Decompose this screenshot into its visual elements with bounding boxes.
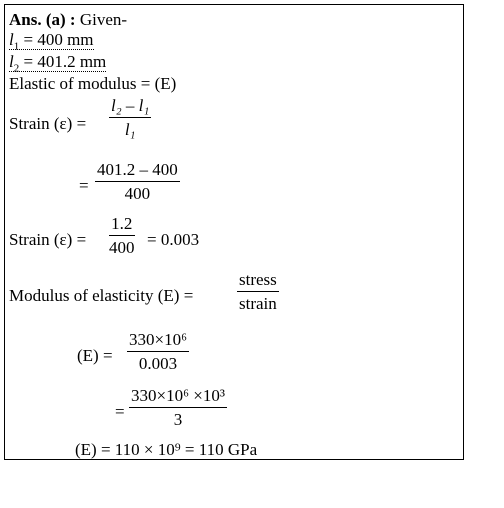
- l1-value: = 400 mm: [23, 30, 94, 49]
- strain-label: Strain (ε) =: [9, 114, 87, 133]
- modulus-label: Modulus of elasticity (E) =: [9, 286, 194, 305]
- fraction-1: [95, 161, 180, 203]
- fraction-4: [129, 387, 227, 429]
- fraction-2: [109, 215, 135, 257]
- fraction-2-numerator: 1.2: [109, 215, 135, 236]
- fraction-3-denominator: 0.003: [138, 354, 178, 373]
- fraction-2-denominator: 400: [109, 238, 135, 257]
- stress-strain-fraction: [237, 271, 279, 313]
- fraction-1-denominator: 400: [124, 184, 151, 203]
- given-label: Given-: [79, 10, 128, 29]
- l2-symbol: l: [9, 52, 14, 71]
- fraction-2-result: = 0.003: [147, 230, 200, 249]
- strain-denominator: l₁: [124, 120, 136, 139]
- l2-value: = 401.2 mm: [23, 52, 107, 71]
- elastic-line: Elastic of modulus = (E): [9, 74, 177, 93]
- ans-label: Ans. (a) :: [9, 10, 76, 29]
- fraction-3-numerator: 330×10⁶: [127, 331, 189, 352]
- strain-numerator: l₂ – l₁: [109, 97, 151, 118]
- answer-header: [9, 11, 127, 29]
- strain-denominator-2: strain: [239, 294, 277, 313]
- l1-symbol: l: [9, 30, 14, 49]
- equals-1: =: [79, 176, 89, 195]
- e-label: (E) =: [77, 346, 113, 365]
- solution-box: [4, 4, 464, 460]
- l1-subscript: 1: [13, 40, 20, 53]
- fraction-1-numerator: 401.2 – 400: [95, 161, 180, 182]
- fraction-4-numerator: 330×10⁶ ×10³: [129, 387, 227, 408]
- fraction-4-denominator: 3: [173, 410, 183, 429]
- strain-label-2: Strain (ε) =: [9, 230, 87, 249]
- l2-subscript: 2: [13, 62, 20, 75]
- final-result: (E) = 110 × 10⁹ = 110 GPa: [75, 440, 258, 459]
- stress-numerator: stress: [237, 271, 279, 292]
- strain-fraction: [109, 97, 151, 139]
- equals-2: =: [115, 402, 125, 421]
- fraction-3: [127, 331, 189, 373]
